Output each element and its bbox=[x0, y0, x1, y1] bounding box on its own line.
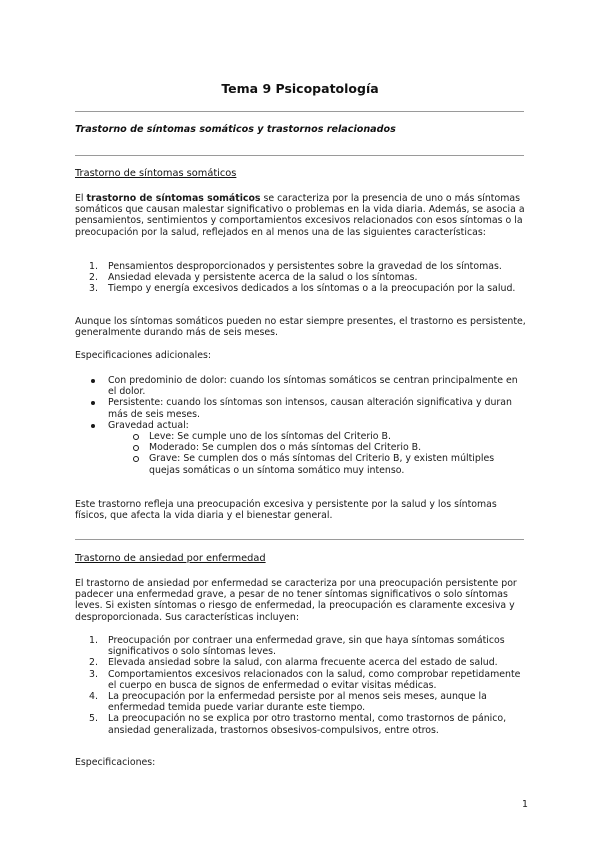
list-item bbox=[75, 272, 527, 283]
paragraph-text: Este trastorno refleja una preocupación excesiva y persistente por la salud y los síntomas físicos, que afecta la vida diaria y el bienestar general. bbox=[75, 499, 497, 522]
paragraph-text: Aunque los síntomas somáticos pueden no estar siempre presentes, el trastorno es persistente, generalmente durando más de seis meses. bbox=[75, 316, 526, 339]
spec-label-text: Especificaciones: bbox=[75, 757, 156, 768]
list-item-text: La preocupación no se explica por otro trastorno mental, como trastornos de pánico, ansiedad generalizada, trastornos obsesivos-compulsivos, entre otros. bbox=[108, 713, 507, 736]
bullet-icon bbox=[91, 424, 95, 428]
sub-bullet-item bbox=[108, 442, 527, 453]
document-subtitle: Trastorno de síntomas somáticos y trastornos relacionados bbox=[75, 124, 396, 135]
list-number: 2. bbox=[89, 272, 98, 284]
list-number: 3. bbox=[89, 283, 98, 295]
sub-bullet-text: Moderado: Se cumplen dos o más síntomas del Criterio B. bbox=[149, 442, 422, 454]
bullet-list-specifications bbox=[75, 375, 527, 476]
list-number: 1. bbox=[89, 261, 98, 272]
paragraph-text: El trastorno de ansiedad por enfermedad se caracteriza por una preocupación persistente por padecer una enfermedad grave, a pesar de no tener síntomas significativos o solo síntomas leves. Si existen síntomas o riesgo de enfermedad, la preocupación es claramente excesiva y desproporcionada. Sus características incluyen: bbox=[75, 578, 517, 623]
list-item-text: Preocupación por contraer una enfermedad grave, sin que haya síntomas somáticos significativos o solo síntomas leves. bbox=[108, 635, 505, 658]
list-item-text: La preocupación por la enfermedad persiste por al menos seis meses, aunque la enfermedad temida puede variar durante este tiempo. bbox=[108, 691, 487, 714]
bullet-item bbox=[75, 420, 527, 476]
bullet-item bbox=[75, 375, 527, 397]
bullet-text: Gravedad actual: bbox=[108, 419, 189, 431]
list-number: 3. bbox=[89, 668, 98, 680]
spec-label bbox=[75, 350, 527, 361]
list-item bbox=[75, 657, 527, 668]
bullet-item bbox=[75, 397, 527, 419]
list-item-text: Pensamientos desproporcionados y persistentes sobre la gravedad de los síntomas. bbox=[108, 261, 502, 272]
list-item bbox=[75, 261, 527, 272]
intro-text: se caracteriza por la presencia de uno o más síntomas somáticos que causan malestar significativo o problemas en la vida diaria. Además, se asocia a pensamientos, sentimientos y comportamientos excesivos relacionados con esos síntomas o la preocupación por la salud, reflejados en al menos una de las siguientes características: bbox=[75, 193, 525, 238]
section-heading-illness-anxiety: Trastorno de ansiedad por enfermedad bbox=[75, 553, 266, 564]
list-number: 2. bbox=[89, 657, 98, 669]
list-item bbox=[75, 691, 527, 713]
list-item-text: Tiempo y energía excesivos dedicados a los síntomas o a la preocupación por la salud. bbox=[108, 283, 516, 295]
list-item bbox=[75, 283, 527, 294]
paragraph-intro-somatic bbox=[75, 193, 527, 238]
list-item bbox=[75, 713, 527, 735]
list-item-text: Ansiedad elevada y persistente acerca de la salud o los síntomas. bbox=[108, 272, 418, 284]
hollow-bullet-icon bbox=[133, 434, 139, 440]
hollow-bullet-icon bbox=[133, 456, 139, 462]
numbered-list-somatic bbox=[75, 261, 527, 295]
hollow-bullet-icon bbox=[133, 445, 139, 451]
divider bbox=[75, 155, 524, 156]
sub-bullet-text: Leve: Se cumple uno de los síntomas del Criterio B. bbox=[149, 431, 391, 443]
list-number: 1. bbox=[89, 635, 98, 646]
list-item-text: Comportamientos excesivos relacionados con la salud, como comprobar repetidamente el cuerpo en busca de signos de enfermedad o evitar visitas médicas. bbox=[108, 668, 521, 691]
list-number: 4. bbox=[89, 691, 98, 703]
page-number: 1 bbox=[522, 799, 528, 810]
paragraph-persistence bbox=[75, 316, 527, 338]
list-item-text: Elevada ansiedad sobre la salud, con alarma frecuente acerca del estado de salud. bbox=[108, 657, 498, 669]
bullet-text: Con predominio de dolor: cuando los síntomas somáticos se centran principalmente en el dolor. bbox=[108, 375, 518, 398]
page-title: Tema 9 Psicopatología bbox=[221, 81, 379, 96]
list-number: 5. bbox=[89, 713, 98, 725]
sub-bullet-item bbox=[108, 453, 527, 475]
paragraph-intro-illness-anxiety bbox=[75, 578, 527, 623]
numbered-list-illness-anxiety bbox=[75, 635, 527, 736]
sub-bullet-text: Grave: Se cumplen dos o más síntomas del Criterio B, y existen múltiples quejas somáticas o un síntoma somático muy intenso. bbox=[149, 453, 495, 476]
intro-bold-term: trastorno de síntomas somáticos bbox=[86, 193, 261, 204]
bullet-icon bbox=[91, 401, 95, 405]
divider bbox=[75, 111, 524, 112]
paragraph-closing-somatic bbox=[75, 499, 527, 521]
list-item bbox=[75, 669, 527, 691]
divider bbox=[75, 539, 524, 540]
spec-label-text: Especificaciones adicionales: bbox=[75, 350, 212, 361]
spec-label-illness-anxiety bbox=[75, 757, 527, 768]
list-item bbox=[75, 635, 527, 657]
bullet-icon bbox=[91, 379, 95, 383]
intro-text: El bbox=[75, 193, 87, 204]
bullet-text: Persistente: cuando los síntomas son intensos, causan alteración significativa y duran más de seis meses. bbox=[108, 397, 512, 420]
section-heading-somatic: Trastorno de síntomas somáticos bbox=[75, 168, 237, 179]
sub-bullet-item bbox=[108, 431, 527, 442]
sub-bullet-list-severity bbox=[108, 431, 527, 476]
